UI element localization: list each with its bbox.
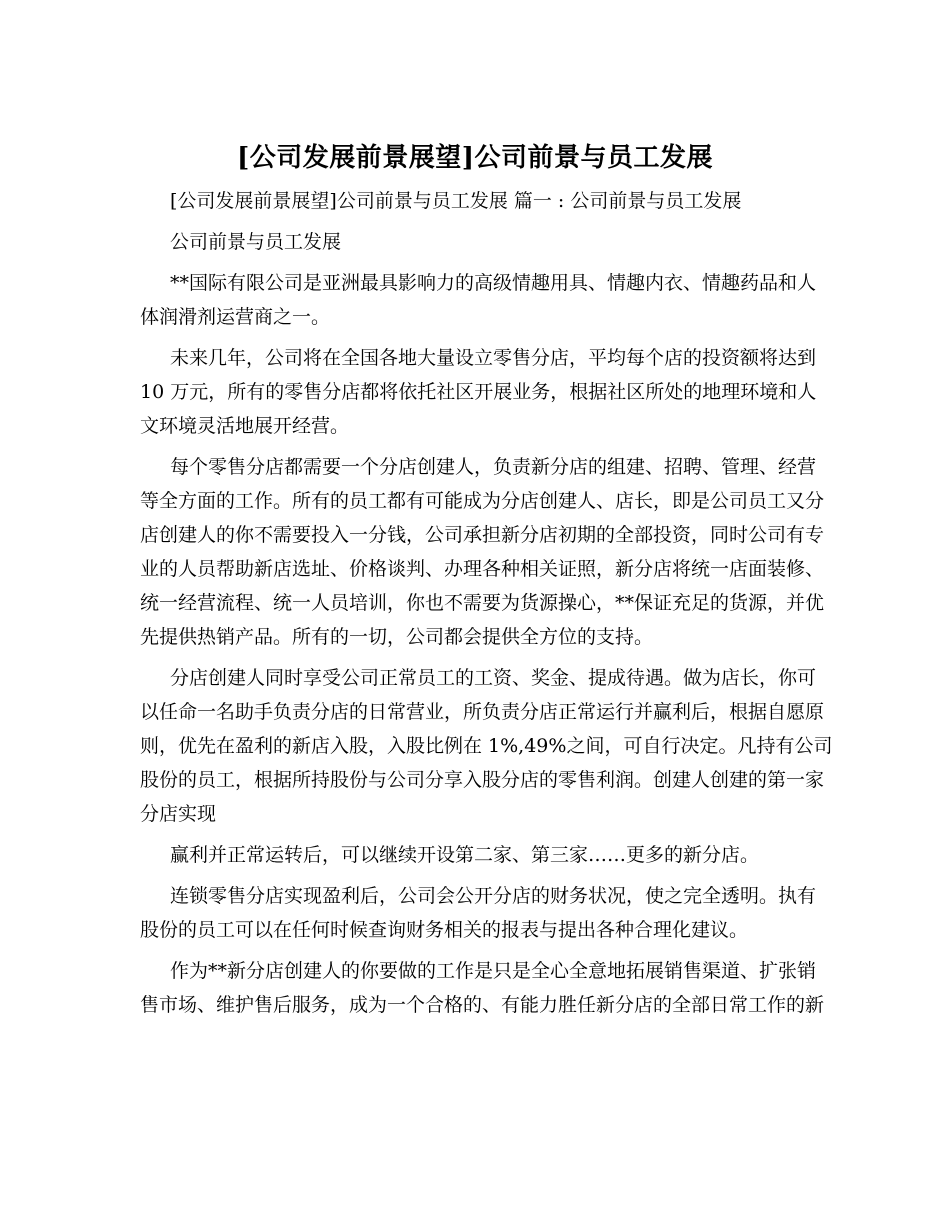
subtitle-line: [公司发展前景展望]公司前景与员工发展 篇一 : 公司前景与员工发展 <box>170 190 742 212</box>
paragraph-line: 售市场、维护售后服务，成为一个合格的、有能力胜任新分店的全部日常工作的新 <box>140 994 825 1016</box>
paragraph-line: 连锁零售分店实现盈利后，公司会公开分店的财务状况，使之完全透明。执有 <box>170 885 817 907</box>
section-heading: 公司前景与员工发展 <box>170 231 342 253</box>
paragraph-line: 先提供热销产品。所有的一切，公司都会提供全方位的支持。 <box>140 626 654 648</box>
paragraph-line: 10 万元，所有的零售分店都将依托社区开展业务，根据社区所处的地理环境和人 <box>140 381 817 403</box>
paragraph-line: 文环境灵活地展开经营。 <box>140 415 350 437</box>
paragraph-line: 股份的员工，根据所持股份与公司分享入股分店的零售利润。创建人创建的第一家 <box>140 769 825 791</box>
paragraph-line: 分店创建人同时享受公司正常员工的工资、奖金、提成待遇。做为店长，你可 <box>170 667 817 689</box>
paragraph-line: 以任命一名助手负责分店的日常营业，所负责分店正常运行并赢利后，根据自愿原 <box>140 701 825 723</box>
paragraph-line: 未来几年，公司将在全国各地大量设立零售分店，平均每个店的投资额将达到 <box>170 347 817 369</box>
paragraph-line: 作为**新分店创建人的你要做的工作是只是全心全意地拓展销售渠道、扩张销 <box>170 960 817 982</box>
paragraph-line: 等全方面的工作。所有的员工都有可能成为分店创建人、店长，即是公司员工又分 <box>140 490 825 512</box>
paragraph-line: 业的人员帮助新店选址、价格谈判、办理各种相关证照，新分店将统一店面装修、 <box>140 558 825 580</box>
document-body <box>140 184 833 1022</box>
paragraph-line: 股份的员工可以在任何时候查询财务相关的报表与提出各种合理化建议。 <box>140 919 749 941</box>
document-title: [公司发展前景展望]公司前景与员工发展 <box>236 143 714 173</box>
paragraph-line: **国际有限公司是亚洲最具影响力的高级情趣用具、情趣内衣、情趣药品和人 <box>170 272 817 294</box>
paragraph-line: 体润滑剂运营商之一。 <box>140 306 331 328</box>
paragraph-line: 统一经营流程、统一人员培训，你也不需要为货源操心，**保证充足的货源，并优 <box>140 592 825 614</box>
paragraph-line: 分店实现 <box>140 803 217 825</box>
paragraph-line: 赢利并正常运转后，可以继续开设第二家、第三家……更多的新分店。 <box>170 844 760 866</box>
paragraph-line: 店创建人的你不需要投入一分钱，公司承担新分店初期的全部投资，同时公司有专 <box>140 524 825 546</box>
paragraph-line: 则，优先在盈利的新店入股，入股比例在 1%,49%之间，可自行决定。凡持有公司 <box>140 735 833 757</box>
paragraph-line: 每个零售分店都需要一个分店创建人，负责新分店的组建、招聘、管理、经营 <box>170 456 817 478</box>
